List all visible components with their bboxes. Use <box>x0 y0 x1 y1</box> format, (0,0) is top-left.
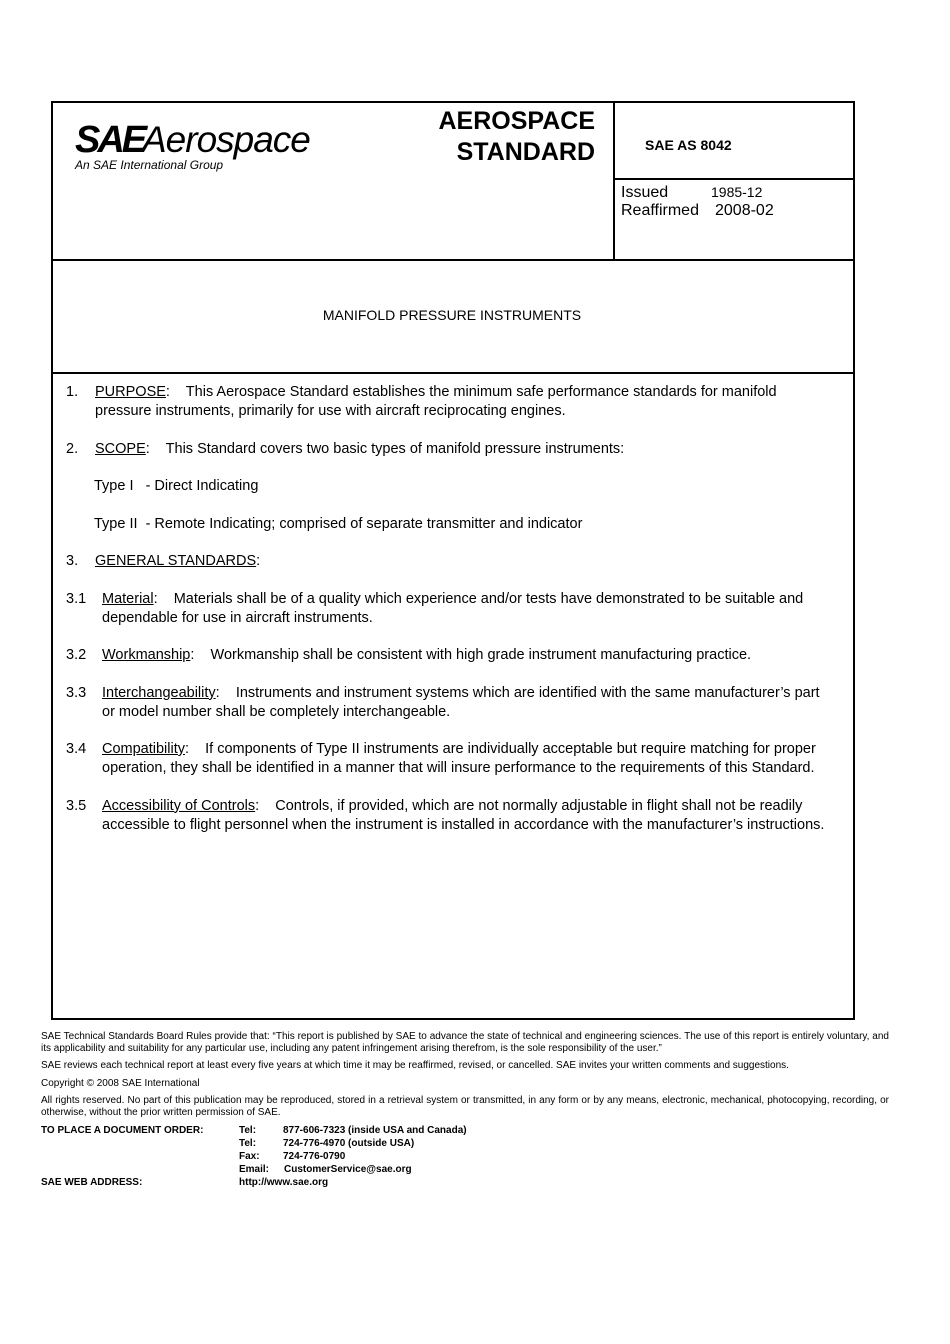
logo-tagline: An SAE International Group <box>75 158 224 172</box>
footer-rights: All rights reserved. No part of this publication may be reproduced, stored in a retrieval system or transmitted, in any form or by any means, electronic, mechanical, photocopying, recording, or otherwise, without the prior written permission of SAE. <box>41 1095 889 1118</box>
section-number: 3.4 <box>66 741 87 757</box>
document-type <box>395 106 595 168</box>
tel-inside-usa: 877-606-7323 (inside USA and Canada) <box>283 1125 467 1136</box>
section-text: : This Aerospace Standard establishes the minimum safe performance standards for manifold pressure instruments, primarily for use with aircraft reciprocating engines. <box>95 384 781 419</box>
issued-label: Issued <box>621 184 669 201</box>
tel-outside-usa: 724-776-4970 (outside USA) <box>283 1138 415 1149</box>
logo-name: Aerospace <box>142 119 310 160</box>
section-number: 3.3 <box>66 684 87 701</box>
section-heading: GENERAL STANDARDS <box>95 553 257 569</box>
email-label: Email: <box>239 1164 270 1175</box>
tel-label: Tel: <box>239 1125 257 1136</box>
section-heading: Workmanship <box>102 647 191 663</box>
fax-number: 724-776-0790 <box>283 1151 346 1162</box>
footer-copyright: Copyright © 2008 SAE International <box>41 1077 200 1089</box>
section-number: 3.5 <box>66 797 87 814</box>
section-general-standards <box>66 552 836 571</box>
section-interchangeability <box>66 684 836 722</box>
logo-brand: SAE <box>75 119 145 161</box>
section-scope <box>66 440 836 459</box>
section-heading: Compatibility <box>102 741 185 757</box>
document-body <box>66 383 836 853</box>
doc-number-divider <box>613 178 853 180</box>
section-text: : If components of Type II instruments are individually acceptable but require matching for proper operation, they shall be identified in a manner that will insure performance to the requirements of this Standard. <box>102 741 820 776</box>
section-compatibility <box>66 740 836 778</box>
type-1-line: Type I - Direct Indicating <box>94 478 259 494</box>
section-heading: Accessibility of Controls <box>102 797 256 814</box>
section-text: : Controls, if provided, which are not normally adjustable in flight shall not be readily accessible to flight personnel when the instrument is installed in accordance with the manufacturer’s instructions. <box>102 797 825 833</box>
footer-rules: SAE Technical Standards Board Rules provide that: “This report is published by SAE to advance the state of technical and engineering sciences. The use of this report is entirely voluntary, and its applicability and suitability for any particular use, including any patent infringement arising therefrom, is the sole responsibility of the user.” <box>41 1031 889 1054</box>
section-purpose <box>66 383 836 421</box>
doc-type-line1: AEROSPACE <box>438 107 595 135</box>
document-number: SAE AS 8042 <box>645 137 732 153</box>
header-divider-vertical <box>613 101 615 261</box>
section-number: 3. <box>66 553 79 569</box>
section-material <box>66 590 836 628</box>
tel-label: Tel: <box>239 1138 257 1149</box>
footer-review: SAE reviews each technical report at least every five years at which time it may be reaffirmed, revised, or cancelled. SAE invites your written comments and suggestions. <box>41 1060 789 1071</box>
doc-type-line2: STANDARD <box>456 138 595 166</box>
issue-dates <box>621 183 774 220</box>
section-text: : This Standard covers two basic types of manifold pressure instruments: <box>145 440 625 457</box>
title-divider <box>51 372 853 374</box>
section-heading: Material <box>102 590 154 607</box>
fax-label: Fax: <box>239 1151 260 1162</box>
section-heading: Interchangeability <box>102 684 216 701</box>
section-text: : Instruments and instrument systems which are identified with the same manufacturer’s part or model number shall be completely interchangeable. <box>102 684 824 720</box>
web-address[interactable]: http://www.sae.org <box>239 1177 329 1188</box>
section-number: 1. <box>66 384 79 400</box>
section-number: 2. <box>66 440 79 457</box>
type-2-line: Type II - Remote Indicating; comprised of separate transmitter and indicator <box>94 515 583 532</box>
section-number: 3.1 <box>66 590 87 607</box>
section-heading: PURPOSE <box>95 384 166 400</box>
section-text: : <box>256 553 261 569</box>
section-accessibility <box>66 797 836 835</box>
header-divider <box>51 259 853 261</box>
issued-date: 1985-12 <box>711 184 763 200</box>
reaffirmed-date: 2008-02 <box>715 202 774 219</box>
footer <box>41 1031 889 1189</box>
section-text: : Materials shall be of a quality which experience and/or tests have demonstrated to be suitable and dependable for use in aircraft instruments. <box>102 590 808 626</box>
section-number: 3.2 <box>66 647 87 663</box>
email-address[interactable]: CustomerService@sae.org <box>284 1164 412 1175</box>
section-heading: SCOPE <box>95 440 146 457</box>
order-label: TO PLACE A DOCUMENT ORDER: <box>41 1125 204 1136</box>
web-label: SAE WEB ADDRESS: <box>41 1177 143 1188</box>
reaffirmed-label: Reaffirmed <box>621 202 699 219</box>
document-title: MANIFOLD PRESSURE INSTRUMENTS <box>322 307 582 323</box>
order-info <box>41 1124 889 1189</box>
section-workmanship <box>66 646 836 665</box>
section-text: : Workmanship shall be consistent with high grade instrument manufacturing practice. <box>190 647 752 663</box>
